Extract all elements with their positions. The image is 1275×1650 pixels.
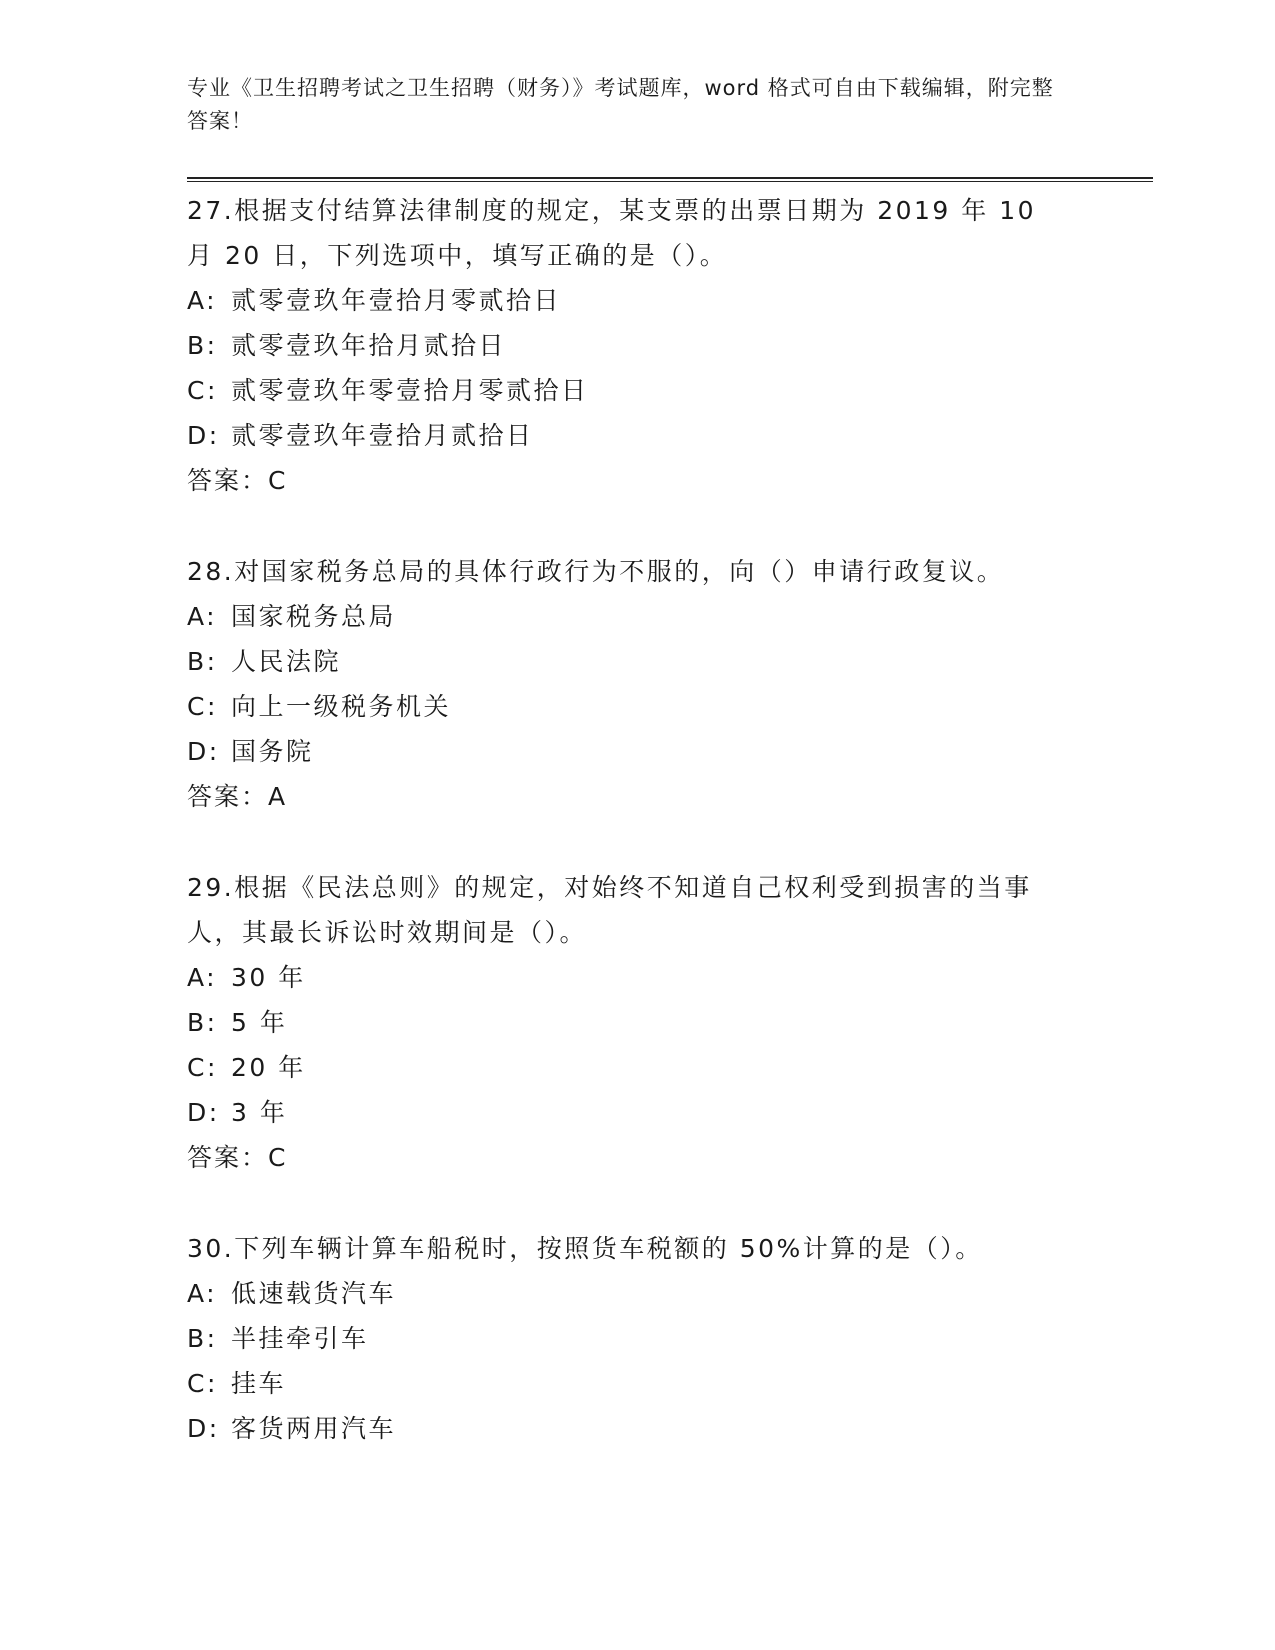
option-text: 客货两用汽车 [231, 1414, 397, 1443]
question-stem: 27.根据支付结算法律制度的规定，某支票的出票日期为 2019 年 10 月 20 日，下列选项中，填写正确的是（）。 [187, 196, 1037, 270]
option-c [187, 1361, 1153, 1406]
option-letter: C: [187, 1369, 218, 1398]
option-text: 人民法院 [231, 647, 342, 676]
option-a [187, 1271, 1153, 1316]
question-27 [187, 188, 1153, 503]
option-letter: B: [187, 1008, 218, 1037]
option-text: 5 年 [231, 1008, 288, 1037]
option-c [187, 1045, 1153, 1090]
option-d [187, 1090, 1153, 1135]
option-letter: C: [187, 692, 218, 721]
option-b [187, 1316, 1153, 1361]
document-header: 专业《卫生招聘考试之卫生招聘（财务）》考试题库，word 格式可自由下载编辑，附完整答案！ [187, 76, 1054, 133]
answer-line: 答案：C [187, 1143, 288, 1172]
option-text: 向上一级税务机关 [231, 692, 452, 721]
option-text: 3 年 [231, 1098, 288, 1127]
option-letter: C: [187, 376, 218, 405]
question-stem: 30.下列车辆计算车船税时，按照货车税额的 50%计算的是（）。 [187, 1234, 983, 1263]
option-letter: A: [187, 286, 218, 315]
option-text: 半挂牵引车 [231, 1324, 369, 1353]
option-b [187, 639, 1153, 684]
option-text: 挂车 [231, 1369, 287, 1398]
option-letter: B: [187, 331, 218, 360]
option-a [187, 278, 1153, 323]
option-letter: B: [187, 647, 218, 676]
question-30 [187, 1226, 1153, 1451]
option-text: 低速载货汽车 [231, 1279, 397, 1308]
question-stem: 29.根据《民法总则》的规定，对始终不知道自己权利受到损害的当事人，其最长诉讼时效期间是（）。 [187, 873, 1032, 947]
option-c [187, 368, 1153, 413]
option-b [187, 1000, 1153, 1045]
option-text: 国务院 [231, 737, 314, 766]
option-d [187, 413, 1153, 458]
answer-line: 答案：A [187, 782, 288, 811]
option-c [187, 684, 1153, 729]
option-text: 贰零壹玖年零壹拾月零贰拾日 [231, 376, 589, 405]
question-28 [187, 549, 1153, 819]
option-letter: B: [187, 1324, 218, 1353]
option-text: 20 年 [231, 1053, 306, 1082]
option-text: 贰零壹玖年壹拾月贰拾日 [231, 421, 534, 450]
document-page [187, 72, 1153, 1497]
option-text: 30 年 [231, 963, 306, 992]
option-letter: C: [187, 1053, 218, 1082]
option-text: 贰零壹玖年壹拾月零贰拾日 [231, 286, 562, 315]
option-text: 贰零壹玖年拾月贰拾日 [231, 331, 507, 360]
option-letter: D: [187, 737, 220, 766]
option-letter: A: [187, 963, 218, 992]
header-divider [187, 177, 1153, 182]
option-letter: D: [187, 1414, 220, 1443]
option-b [187, 323, 1153, 368]
question-stem: 28.对国家税务总局的具体行政行为不服的，向（）申请行政复议。 [187, 557, 1005, 586]
answer-line: 答案：C [187, 466, 288, 495]
option-letter: A: [187, 602, 218, 631]
option-d [187, 729, 1153, 774]
option-d [187, 1406, 1153, 1451]
option-a [187, 955, 1153, 1000]
option-letter: D: [187, 421, 220, 450]
option-a [187, 594, 1153, 639]
option-letter: A: [187, 1279, 218, 1308]
question-29 [187, 865, 1153, 1180]
option-text: 国家税务总局 [231, 602, 397, 631]
question-list [187, 188, 1153, 1451]
option-letter: D: [187, 1098, 220, 1127]
